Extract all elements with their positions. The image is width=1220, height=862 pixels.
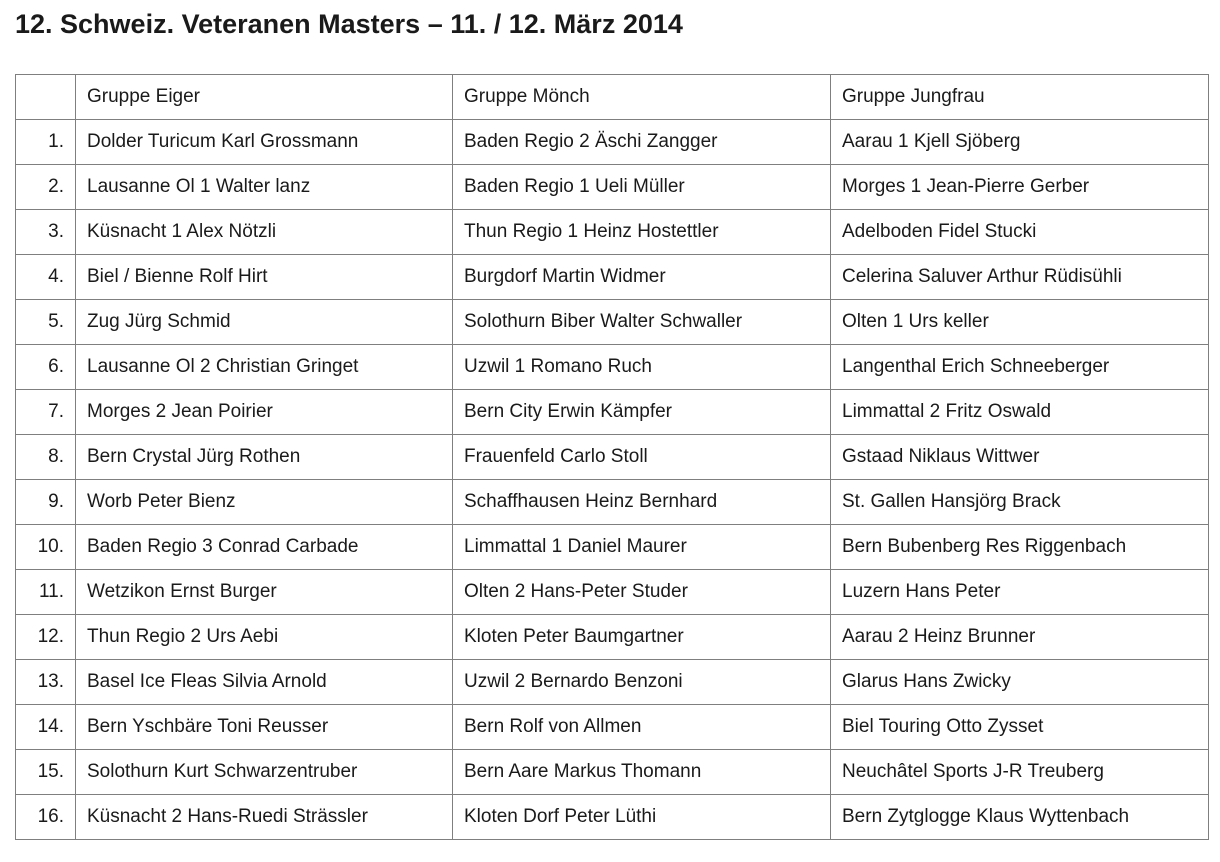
table-row — [16, 525, 1209, 570]
moench-cell: Baden Regio 1 Ueli Müller — [453, 165, 831, 210]
moench-cell: Limmattal 1 Daniel Maurer — [453, 525, 831, 570]
rank-cell: 8. — [16, 435, 76, 480]
eiger-cell: Küsnacht 2 Hans-Ruedi Strässler — [76, 795, 453, 840]
jungfrau-cell: Limmattal 2 Fritz Oswald — [831, 390, 1209, 435]
eiger-cell: Dolder Turicum Karl Grossmann — [76, 120, 453, 165]
eiger-cell: Thun Regio 2 Urs Aebi — [76, 615, 453, 660]
table-row — [16, 255, 1209, 300]
eiger-cell: Bern Crystal Jürg Rothen — [76, 435, 453, 480]
jungfrau-cell: Bern Zytglogge Klaus Wyttenbach — [831, 795, 1209, 840]
moench-cell: Uzwil 1 Romano Ruch — [453, 345, 831, 390]
moench-cell: Kloten Dorf Peter Lüthi — [453, 795, 831, 840]
rank-cell: 10. — [16, 525, 76, 570]
rank-cell: 14. — [16, 705, 76, 750]
jungfrau-cell: Adelboden Fidel Stucki — [831, 210, 1209, 255]
eiger-cell: Bern Yschbäre Toni Reusser — [76, 705, 453, 750]
jungfrau-cell: Neuchâtel Sports J-R Treuberg — [831, 750, 1209, 795]
group-jungfrau-header: Gruppe Jungfrau — [831, 75, 1209, 120]
rank-cell: 7. — [16, 390, 76, 435]
table-row — [16, 750, 1209, 795]
table-row — [16, 705, 1209, 750]
rank-cell: 5. — [16, 300, 76, 345]
jungfrau-cell: Biel Touring Otto Zysset — [831, 705, 1209, 750]
eiger-cell: Basel Ice Fleas Silvia Arnold — [76, 660, 453, 705]
jungfrau-cell: Olten 1 Urs keller — [831, 300, 1209, 345]
moench-cell: Frauenfeld Carlo Stoll — [453, 435, 831, 480]
moench-cell: Baden Regio 2 Äschi Zangger — [453, 120, 831, 165]
eiger-cell: Worb Peter Bienz — [76, 480, 453, 525]
table-row — [16, 390, 1209, 435]
moench-cell: Bern City Erwin Kämpfer — [453, 390, 831, 435]
moench-cell: Kloten Peter Baumgartner — [453, 615, 831, 660]
rank-cell: 13. — [16, 660, 76, 705]
eiger-cell: Biel / Bienne Rolf Hirt — [76, 255, 453, 300]
eiger-cell: Lausanne Ol 1 Walter lanz — [76, 165, 453, 210]
eiger-cell: Solothurn Kurt Schwarzentruber — [76, 750, 453, 795]
rank-cell: 12. — [16, 615, 76, 660]
moench-cell: Bern Aare Markus Thomann — [453, 750, 831, 795]
rank-cell: 2. — [16, 165, 76, 210]
eiger-cell: Morges 2 Jean Poirier — [76, 390, 453, 435]
table-row — [16, 120, 1209, 165]
rank-cell: 4. — [16, 255, 76, 300]
rank-cell: 6. — [16, 345, 76, 390]
jungfrau-cell: Bern Bubenberg Res Riggenbach — [831, 525, 1209, 570]
rank-cell: 1. — [16, 120, 76, 165]
eiger-cell: Baden Regio 3 Conrad Carbade — [76, 525, 453, 570]
jungfrau-cell: St. Gallen Hansjörg Brack — [831, 480, 1209, 525]
moench-cell: Schaffhausen Heinz Bernhard — [453, 480, 831, 525]
rank-cell: 11. — [16, 570, 76, 615]
moench-cell: Bern Rolf von Allmen — [453, 705, 831, 750]
table-row — [16, 345, 1209, 390]
table-row — [16, 165, 1209, 210]
rank-column-header — [16, 75, 76, 120]
rank-cell: 3. — [16, 210, 76, 255]
eiger-cell: Küsnacht 1 Alex Nötzli — [76, 210, 453, 255]
jungfrau-cell: Langenthal Erich Schneeberger — [831, 345, 1209, 390]
eiger-cell: Lausanne Ol 2 Christian Gringet — [76, 345, 453, 390]
group-eiger-header: Gruppe Eiger — [76, 75, 453, 120]
jungfrau-cell: Celerina Saluver Arthur Rüdisühli — [831, 255, 1209, 300]
moench-cell: Solothurn Biber Walter Schwaller — [453, 300, 831, 345]
jungfrau-cell: Aarau 2 Heinz Brunner — [831, 615, 1209, 660]
jungfrau-cell: Aarau 1 Kjell Sjöberg — [831, 120, 1209, 165]
document-title: 12. Schweiz. Veteranen Masters – 11. / 12. März 2014 — [15, 9, 683, 39]
table-row — [16, 210, 1209, 255]
eiger-cell: Wetzikon Ernst Burger — [76, 570, 453, 615]
jungfrau-cell: Glarus Hans Zwicky — [831, 660, 1209, 705]
table-row — [16, 570, 1209, 615]
table-row — [16, 435, 1209, 480]
table-row — [16, 300, 1209, 345]
moench-cell: Olten 2 Hans-Peter Studer — [453, 570, 831, 615]
rank-cell: 15. — [16, 750, 76, 795]
table-row — [16, 660, 1209, 705]
moench-cell: Uzwil 2 Bernardo Benzoni — [453, 660, 831, 705]
table-row — [16, 480, 1209, 525]
rank-cell: 9. — [16, 480, 76, 525]
eiger-cell: Zug Jürg Schmid — [76, 300, 453, 345]
table-header-row — [16, 75, 1209, 120]
jungfrau-cell: Luzern Hans Peter — [831, 570, 1209, 615]
jungfrau-cell: Gstaad Niklaus Wittwer — [831, 435, 1209, 480]
jungfrau-cell: Morges 1 Jean-Pierre Gerber — [831, 165, 1209, 210]
moench-cell: Burgdorf Martin Widmer — [453, 255, 831, 300]
moench-cell: Thun Regio 1 Heinz Hostettler — [453, 210, 831, 255]
rank-cell: 16. — [16, 795, 76, 840]
groups-table — [15, 74, 1209, 840]
table-row — [16, 615, 1209, 660]
group-moench-header: Gruppe Mönch — [453, 75, 831, 120]
table-row — [16, 795, 1209, 840]
